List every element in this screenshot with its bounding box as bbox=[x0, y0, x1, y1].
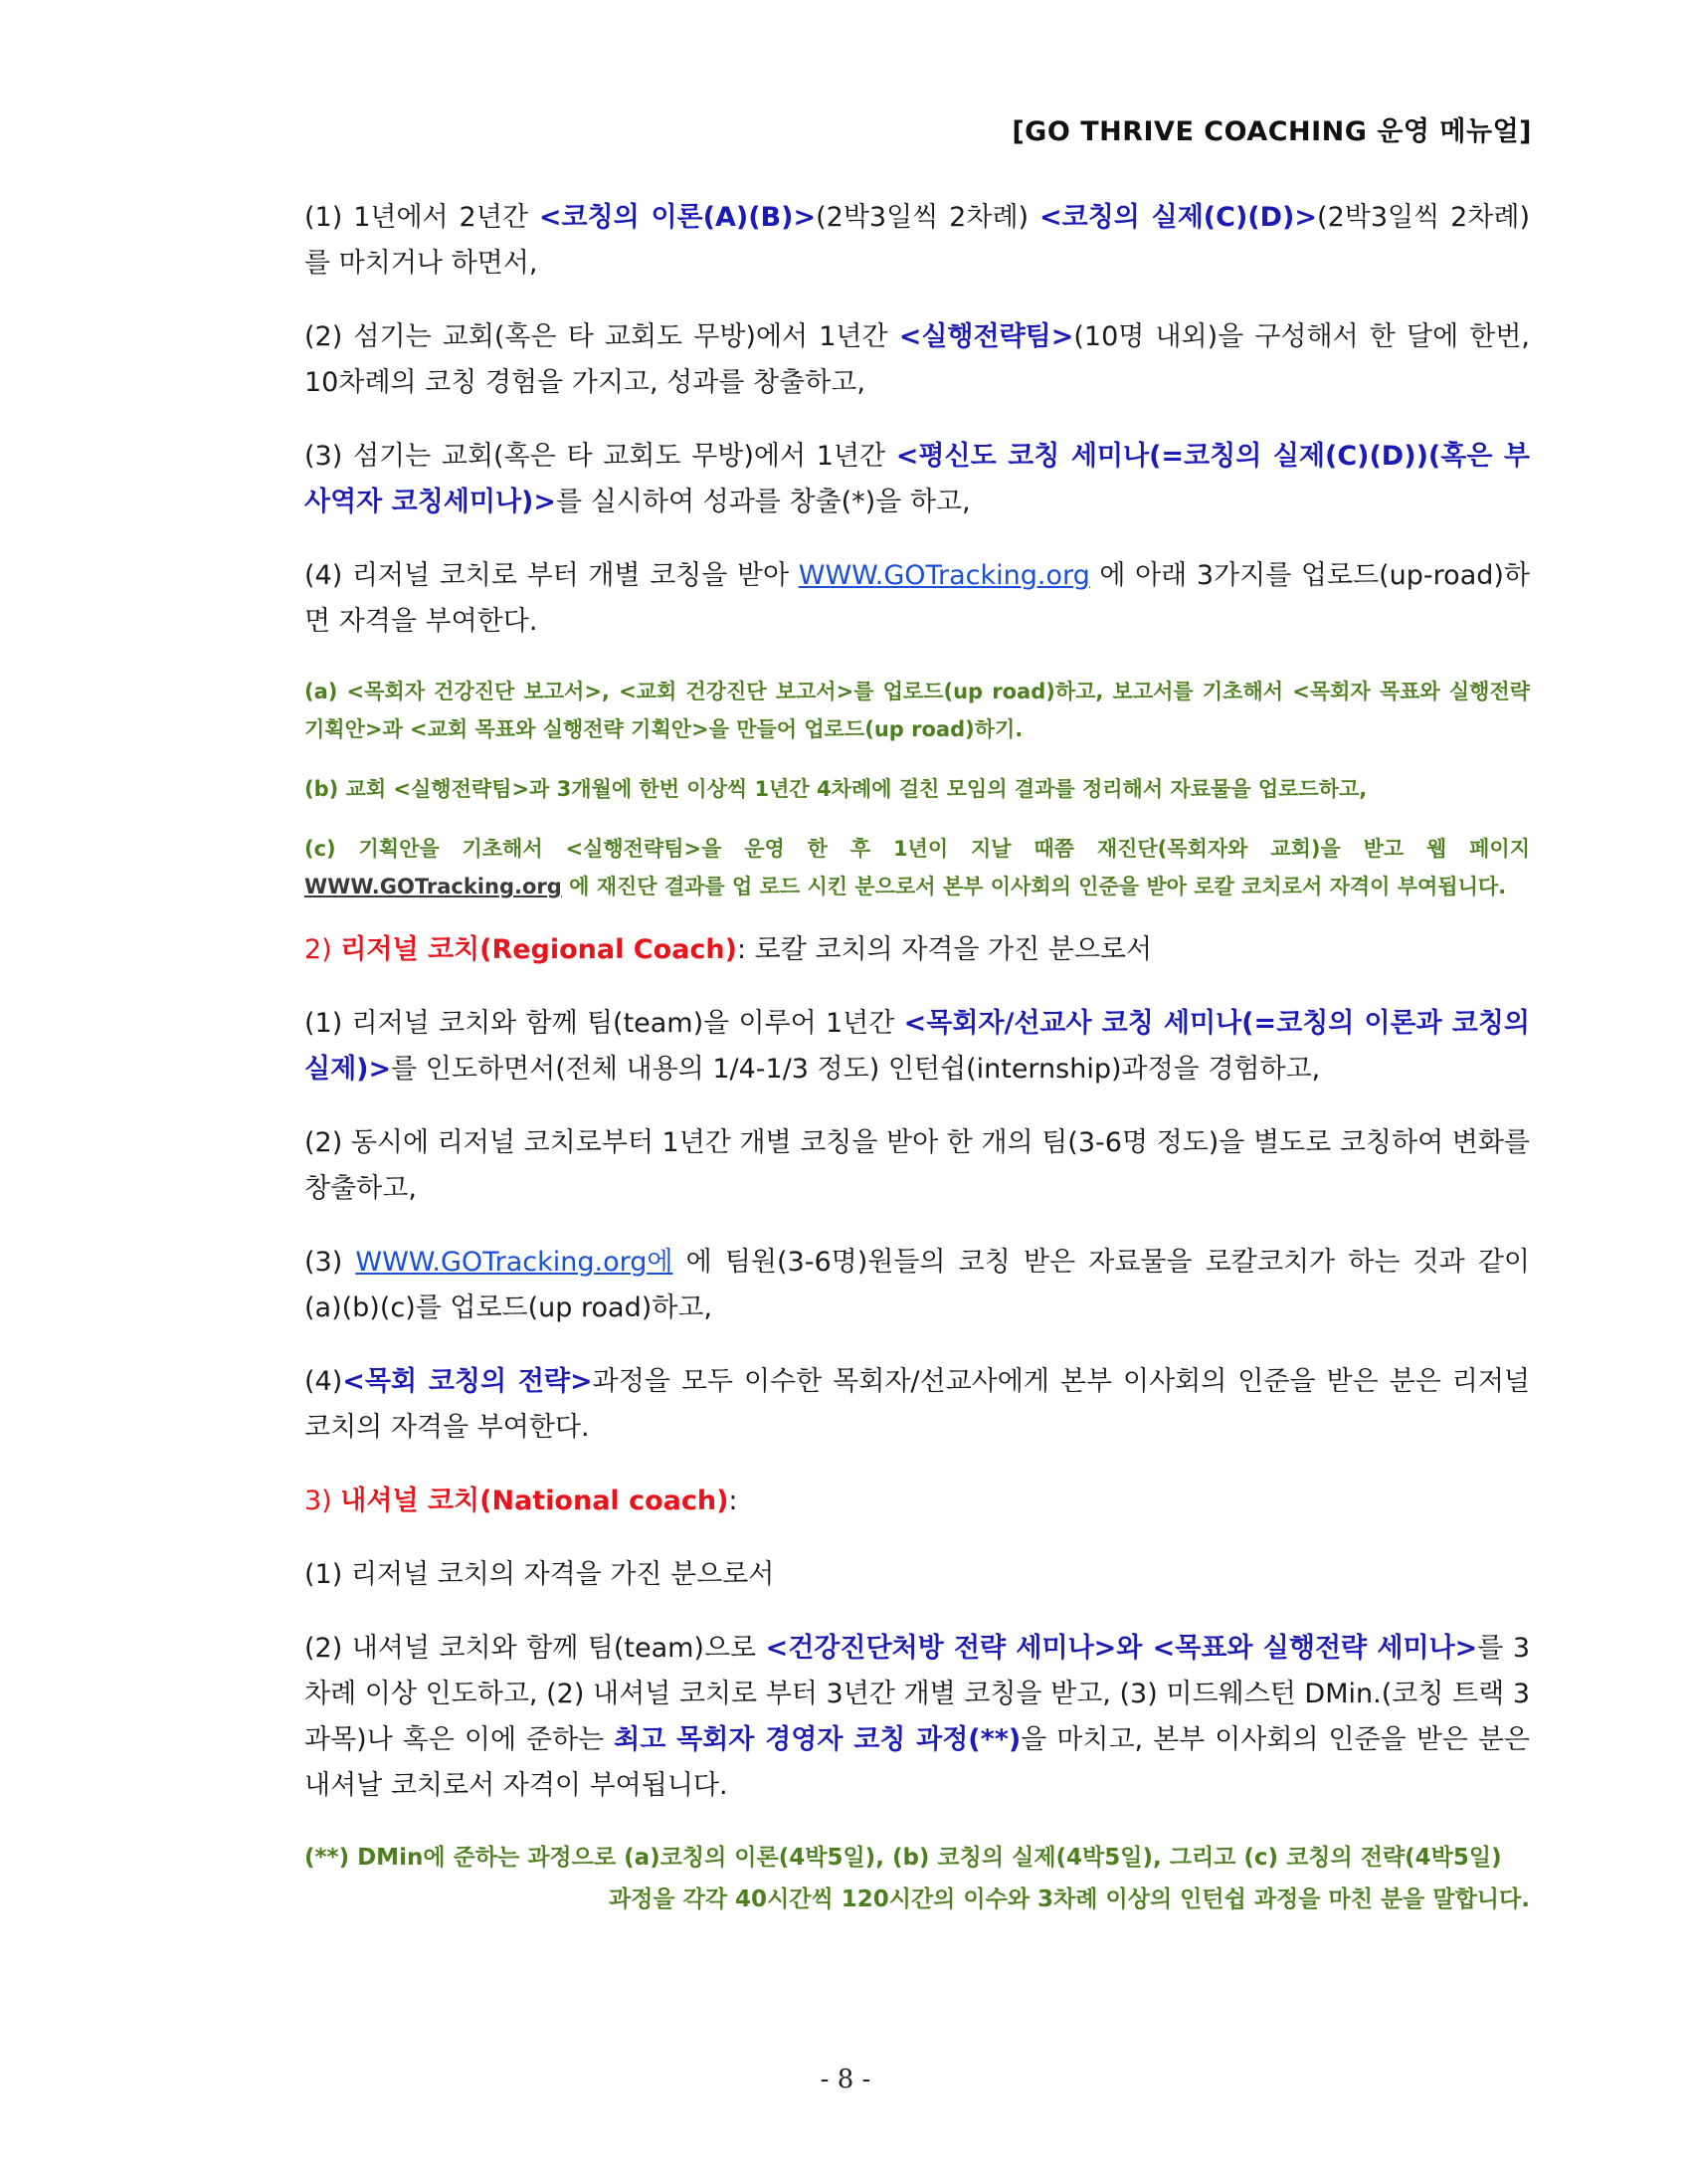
text: (1) 1년에서 2년간 bbox=[304, 202, 539, 233]
seminar-name: <건강진단처방 전략 세미나>와 <목표와 실행전략 세미나> bbox=[765, 1633, 1478, 1664]
local-requirement-3 bbox=[304, 434, 1530, 525]
text: 에 아래 3가지를 업로드(up-road)하면 자격을 부여한다. bbox=[304, 560, 1530, 637]
text: (3) bbox=[304, 1247, 356, 1278]
text: (2) 내셔널 코치와 함께 팀(team)으로 bbox=[304, 1633, 766, 1664]
section-title: 리저널 코치(Regional Coach) bbox=[340, 934, 737, 965]
text: 에 팀원(3-6명)원들의 코칭 받은 자료물을 로칼코치가 하는 것과 같이 (a)(b)(c)를 업로드(up road)하고, bbox=[304, 1247, 1531, 1323]
text: (4) 리저널 코치로 부터 개별 코칭을 받아 bbox=[304, 560, 799, 591]
section-national-coach bbox=[304, 1479, 1530, 1524]
text: 에 재진단 결과를 업 로드 시킨 분으로서 본부 이사회의 인준을 받아 로칼 코치로서 자격이 부여됩니다. bbox=[561, 875, 1507, 898]
text: (1) 리저널 코치와 함께 팀(team)을 이루어 1년간 bbox=[304, 1008, 904, 1039]
text: (2박3일씩 2차례) 를 마치거나 하면서, bbox=[304, 202, 1530, 279]
section-number: 2) bbox=[304, 934, 341, 965]
document-body bbox=[304, 195, 1530, 1920]
course-name: 최고 목회자 경영자 코칭 과정(**) bbox=[614, 1724, 1022, 1755]
section-regional-coach bbox=[304, 927, 1530, 973]
text: 를 3차례 이상 인도하고, (2) 내셔널 코치로 부터 3년간 개별 코칭을 받고, (3) 미드웨스턴 DMin.(코칭 트랙 3과목)나 혹은 이에 준하는 bbox=[304, 1633, 1531, 1755]
national-requirement-2 bbox=[304, 1626, 1530, 1809]
note-a: (a) <목회자 건강진단 보고서>, <교회 건강진단 보고서>를 업로드(up road)하고, 보고서를 기초해서 <목회자 목표와 실행전략 기획안>과 <교회 목표와 실행전략 기획안>을 만들어 업로드(up road)하기. bbox=[304, 680, 1530, 741]
footnote-line-1: (**) DMin에 준하는 과정으로 (a)코칭의 이론(4박5일), (b) 코칭의 실제(4박5일), 그리고 (c) 코칭의 전략(4박5일) bbox=[304, 1845, 1502, 1871]
local-requirement-4 bbox=[304, 553, 1530, 645]
section-number: 3) bbox=[304, 1486, 341, 1516]
regional-requirement-4 bbox=[304, 1359, 1530, 1451]
gotracking-link[interactable]: WWW.GOTracking.org에 bbox=[355, 1247, 673, 1278]
text: (4) bbox=[304, 1366, 343, 1397]
local-requirement-2 bbox=[304, 314, 1530, 406]
text: (c) 기획안을 기초해서 <실행전략팀>을 운영 한 후 1년이 지날 때쯤 재진단(목회자와 교회)을 받고 웹 페이지 bbox=[304, 837, 1530, 861]
text: : bbox=[728, 1486, 738, 1516]
course-name: <목회 코칭의 전략> bbox=[342, 1366, 593, 1397]
text: 를 실시하여 성과를 창출(*)을 하고, bbox=[556, 487, 971, 517]
course-name: <코칭의 실제(C)(D)> bbox=[1039, 202, 1318, 233]
note-b: (b) 교회 <실행전략팀>과 3개월에 한번 이상씩 1년간 4차례에 걸친 모임의 결과를 정리해서 자료물을 업로드하고, bbox=[304, 777, 1368, 801]
regional-requirement-2: (2) 동시에 리저널 코치로부터 1년간 개별 코칭을 받아 한 개의 팀(3-6명 정도)을 별도로 코칭하여 변화를 창출하고, bbox=[304, 1127, 1530, 1204]
national-requirement-1: (1) 리저널 코치의 자격을 가진 분으로서 bbox=[304, 1559, 775, 1590]
gotracking-link[interactable]: WWW.GOTracking.org bbox=[304, 875, 562, 898]
course-name: <코칭의 이론(A)(B)> bbox=[538, 202, 817, 233]
text: 과정을 모두 이수한 목회자/선교사에게 본부 이사회의 인준을 받은 분은 리저널 코치의 자격을 부여한다. bbox=[304, 1366, 1531, 1443]
page-number: - 8 - bbox=[820, 2065, 871, 2094]
text: : 로칼 코치의 자격을 가진 분으로서 bbox=[736, 934, 1153, 965]
local-requirement-1 bbox=[304, 195, 1530, 287]
regional-requirement-1 bbox=[304, 1001, 1530, 1092]
seminar-name: <평신도 코칭 세미나(=코칭의 실제(C)(D))(혹은 부사역자 코칭세미나)> bbox=[304, 441, 1531, 517]
text: (3) 섬기는 교회(혹은 타 교회도 무방)에서 1년간 bbox=[304, 441, 896, 472]
gotracking-link[interactable]: WWW.GOTracking.org bbox=[798, 560, 1090, 591]
text: (2박3일씩 2차례) bbox=[816, 202, 1040, 233]
team-name: <실행전략팀> bbox=[898, 321, 1074, 352]
regional-requirement-3 bbox=[304, 1240, 1530, 1331]
page-header: [GO THRIVE COACHING 운영 메뉴얼] bbox=[1012, 116, 1532, 147]
text: 을 마치고, 본부 이사회의 인준을 받은 분은 내셔날 코치로서 자격이 부여됩니다. bbox=[304, 1724, 1530, 1801]
note-c bbox=[304, 830, 1530, 905]
text: (2) 섬기는 교회(혹은 타 교회도 무방)에서 1년간 bbox=[304, 321, 899, 352]
text: (10명 내외)을 구성해서 한 달에 한번, 10차례의 코칭 경험을 가지고, 성과를 창출하고, bbox=[304, 321, 1531, 398]
footnote bbox=[304, 1837, 1530, 1920]
footnote-line-2: 과정을 각각 40시간씩 120시간의 이수와 3차례 이상의 인턴쉽 과정을 마친 분을 말합니다. bbox=[608, 1886, 1530, 1912]
seminar-name: <목회자/선교사 코칭 세미나(=코칭의 이론과 코칭의 실제)> bbox=[304, 1008, 1531, 1085]
section-title: 내셔널 코치(National coach) bbox=[340, 1486, 729, 1516]
text: 를 인도하면서(전체 내용의 1/4-1/3 정도) 인턴쉽(internship)과정을 경험하고, bbox=[391, 1054, 1321, 1085]
